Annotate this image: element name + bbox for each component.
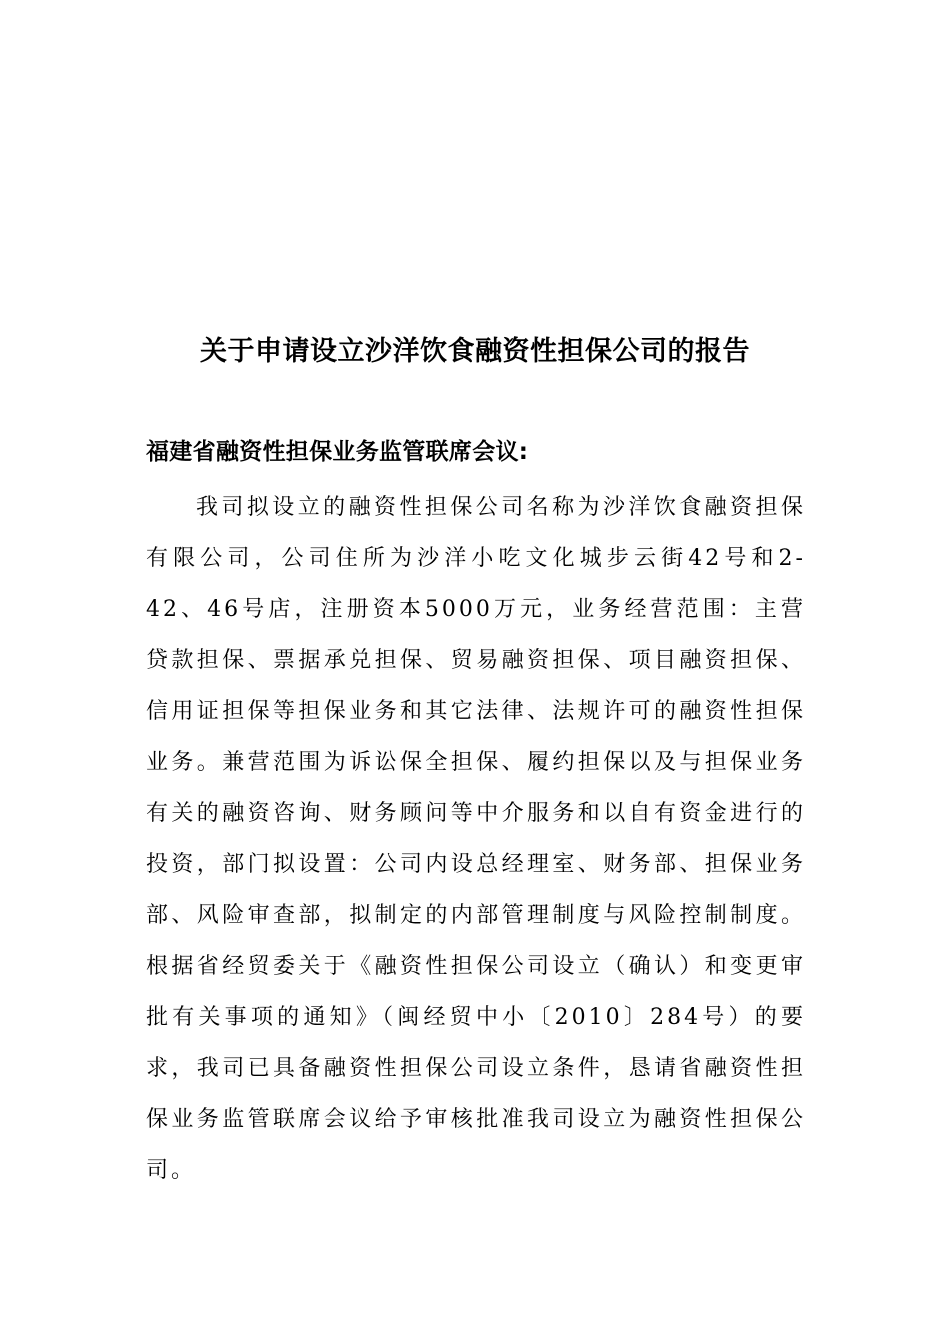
addressee-line: 福建省融资性担保业务监管联席会议: — [146, 439, 529, 465]
document-title: 关于申请设立沙洋饮食融资性担保公司的报告 — [200, 336, 750, 367]
body-paragraph: 我司拟设立的融资性担保公司名称为沙洋饮食融资担保有限公司，公司住所为沙洋小吃文化城步云街42号和2-42、46号店，注册资本5000万元，业务经营范围：主营贷款担保、票据承兑担保、贸易融资担保、项目融资担保、信用证担保等担保业务和其它法律、法规许可的融资性担保业务。兼营范围为诉讼保全担保、履约担保以及与担保业务有关的融资咨询、财务顾问等中介服务和以自有资金进行的投资，部门拟设置：公司内设总经理室、财务部、担保业务部、风险审查部，拟制定的内部管理制度与风险控制制度。根据省经贸委关于《融资性担保公司设立（确认）和变更审批有关事项的通知》（闽经贸中小〔2010〕284号）的要求，我司已具备融资性担保公司设立条件，恳请省融资性担保业务监管联席会议给予审核批准我司设立为融资性担保公司。 — [146, 495, 806, 1183]
